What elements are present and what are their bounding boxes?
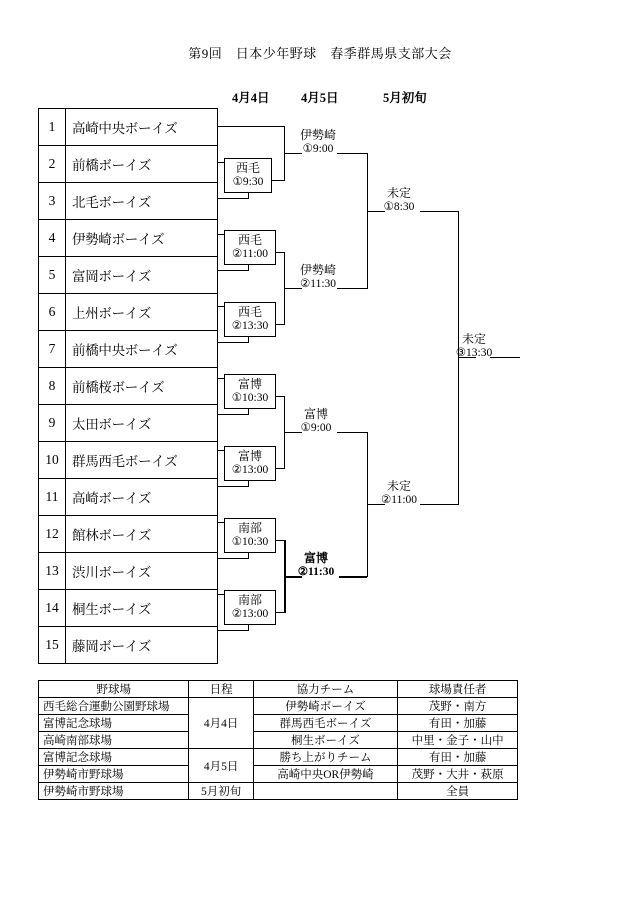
match-time: ②13:00 <box>231 608 269 620</box>
match-time: ③13:30 <box>455 347 493 359</box>
bracket-line <box>367 153 368 289</box>
manager-cell: 茂野・南方 <box>398 698 518 715</box>
team-cell: 高崎中央OR伊勢崎 <box>253 766 398 783</box>
match-time: ②11:00 <box>231 248 269 260</box>
match-venue: 伊勢崎 <box>299 128 336 142</box>
table-row <box>39 590 218 627</box>
date-header-2: 4月5日 <box>301 91 339 105</box>
bracket-line <box>218 486 248 487</box>
venue-cell: 高崎南部球場 <box>39 732 189 749</box>
table-row <box>39 698 518 715</box>
bracket-line <box>218 558 248 559</box>
team-cell: 勝ち上がりチーム <box>253 749 398 766</box>
match-time: ②11:30 <box>297 566 335 578</box>
team-name: 群馬西毛ボーイズ <box>66 442 218 479</box>
team-number: 12 <box>39 516 66 553</box>
team-name: 前橋ボーイズ <box>66 146 218 183</box>
match-box-nanbu-1 <box>224 518 276 553</box>
date-header-3: 5月初旬 <box>383 91 427 105</box>
column-header-date: 日程 <box>189 681 253 698</box>
match-box-isesaki-2 <box>286 261 350 294</box>
team-list-table <box>38 108 218 664</box>
match-venue: 西毛 <box>237 305 262 319</box>
manager-cell: 中里・金子・山中 <box>398 732 518 749</box>
manager-cell: 茂野・大井・萩原 <box>398 766 518 783</box>
match-box-tomihaku-r2-1 <box>288 405 344 438</box>
table-row <box>39 516 218 553</box>
match-box-tomihaku-r2-2 <box>288 549 344 582</box>
match-time: ①9:00 <box>300 422 332 434</box>
manager-cell: 有田・加藤 <box>398 749 518 766</box>
match-time: ①9:00 <box>302 143 334 155</box>
column-header-manager: 球場責任者 <box>398 681 518 698</box>
manager-cell: 有田・加藤 <box>398 715 518 732</box>
date-cell: 4月4日 <box>189 698 253 749</box>
team-name: 高崎中央ボーイズ <box>66 109 218 146</box>
table-row <box>39 257 218 294</box>
match-box-seimou-3 <box>224 302 276 337</box>
match-time: ①9:30 <box>232 176 264 188</box>
venue-cell: 伊勢崎市野球場 <box>39 766 189 783</box>
match-venue: 富博 <box>303 551 328 565</box>
team-name: 前橋中央ボーイズ <box>66 331 218 368</box>
match-venue: 未定 <box>461 332 486 346</box>
match-time: ①10:30 <box>231 536 269 548</box>
match-venue: 未定 <box>386 479 411 493</box>
table-row <box>39 183 218 220</box>
table-row <box>39 109 218 146</box>
match-box-seimou-2 <box>224 230 276 265</box>
match-time: ②11:00 <box>380 494 418 506</box>
table-row <box>39 715 518 732</box>
team-cell: 群馬西毛ボーイズ <box>253 715 398 732</box>
team-cell: 桐生ボーイズ <box>253 732 398 749</box>
match-box-semifinal-1 <box>371 184 427 217</box>
team-number: 10 <box>39 442 66 479</box>
team-number: 5 <box>39 257 66 294</box>
bracket-line <box>218 630 248 631</box>
team-name: 桐生ボーイズ <box>66 590 218 627</box>
match-box-isesaki-1 <box>286 126 350 159</box>
date-cell: 4月5日 <box>189 749 253 783</box>
team-number: 8 <box>39 368 66 405</box>
match-box-final <box>446 330 502 363</box>
date-header-1: 4月4日 <box>232 91 270 105</box>
team-name: 太田ボーイズ <box>66 405 218 442</box>
table-row <box>39 331 218 368</box>
match-venue: 南部 <box>237 521 262 535</box>
team-name: 富岡ボーイズ <box>66 257 218 294</box>
team-number: 14 <box>39 590 66 627</box>
match-venue: 富博 <box>303 407 328 421</box>
table-row <box>39 783 518 800</box>
table-row <box>39 294 218 331</box>
table-row <box>39 368 218 405</box>
match-venue: 西毛 <box>237 233 262 247</box>
match-venue: 西毛 <box>235 161 260 175</box>
team-name: 上州ボーイズ <box>66 294 218 331</box>
match-time: ②11:30 <box>299 278 337 290</box>
match-time: ①8:30 <box>383 201 415 213</box>
column-header-team: 協力チーム <box>253 681 398 698</box>
match-box-semifinal-2 <box>371 477 427 510</box>
venue-cell: 伊勢崎市野球場 <box>39 783 189 800</box>
team-cell <box>253 783 398 800</box>
match-box-tomihaku-1 <box>224 374 276 409</box>
team-name: 藤岡ボーイズ <box>66 627 218 664</box>
team-number: 9 <box>39 405 66 442</box>
page-title: 第9回 日本少年野球 春季群馬県支部大会 <box>188 46 452 61</box>
column-header-venue: 野球場 <box>39 681 189 698</box>
match-venue: 富博 <box>237 377 262 391</box>
bracket-line <box>218 342 248 343</box>
match-box-seimou-1 <box>224 158 272 193</box>
match-time: ①10:30 <box>231 392 269 404</box>
team-number: 2 <box>39 146 66 183</box>
table-row <box>39 627 218 664</box>
bracket-line <box>218 126 284 127</box>
team-name: 高崎ボーイズ <box>66 479 218 516</box>
match-venue: 富博 <box>237 449 262 463</box>
venue-cell: 富博記念球場 <box>39 715 189 732</box>
table-row <box>39 146 218 183</box>
team-name: 渋川ボーイズ <box>66 553 218 590</box>
match-time: ②13:00 <box>231 464 269 476</box>
table-row <box>39 749 518 766</box>
team-name: 前橋桜ボーイズ <box>66 368 218 405</box>
team-number: 4 <box>39 220 66 257</box>
date-cell: 5月初旬 <box>189 783 253 800</box>
table-row <box>39 553 218 590</box>
bracket-line <box>218 414 248 415</box>
table-row <box>39 479 218 516</box>
table-header-row <box>39 681 518 698</box>
venue-cell: 富博記念球場 <box>39 749 189 766</box>
bracket-line <box>218 198 248 199</box>
match-venue: 南部 <box>237 593 262 607</box>
team-name: 伊勢崎ボーイズ <box>66 220 218 257</box>
team-cell: 伊勢崎ボーイズ <box>253 698 398 715</box>
table-row <box>39 766 518 783</box>
table-row <box>39 732 518 749</box>
team-number: 1 <box>39 109 66 146</box>
table-row <box>39 220 218 257</box>
team-number: 6 <box>39 294 66 331</box>
match-venue: 未定 <box>386 186 411 200</box>
match-box-nanbu-2 <box>224 590 276 625</box>
team-number: 15 <box>39 627 66 664</box>
match-time: ②13:30 <box>231 320 269 332</box>
venue-cell: 西毛総合運動公園野球場 <box>39 698 189 715</box>
team-name: 北毛ボーイズ <box>66 183 218 220</box>
team-number: 3 <box>39 183 66 220</box>
team-number: 11 <box>39 479 66 516</box>
table-row <box>39 442 218 479</box>
manager-cell: 全員 <box>398 783 518 800</box>
team-name: 館林ボーイズ <box>66 516 218 553</box>
venue-info-table <box>38 680 518 800</box>
team-number: 7 <box>39 331 66 368</box>
bracket-line <box>218 270 248 271</box>
match-box-tomihaku-2 <box>224 446 276 481</box>
table-row <box>39 405 218 442</box>
team-number: 13 <box>39 553 66 590</box>
match-venue: 伊勢崎 <box>299 263 336 277</box>
